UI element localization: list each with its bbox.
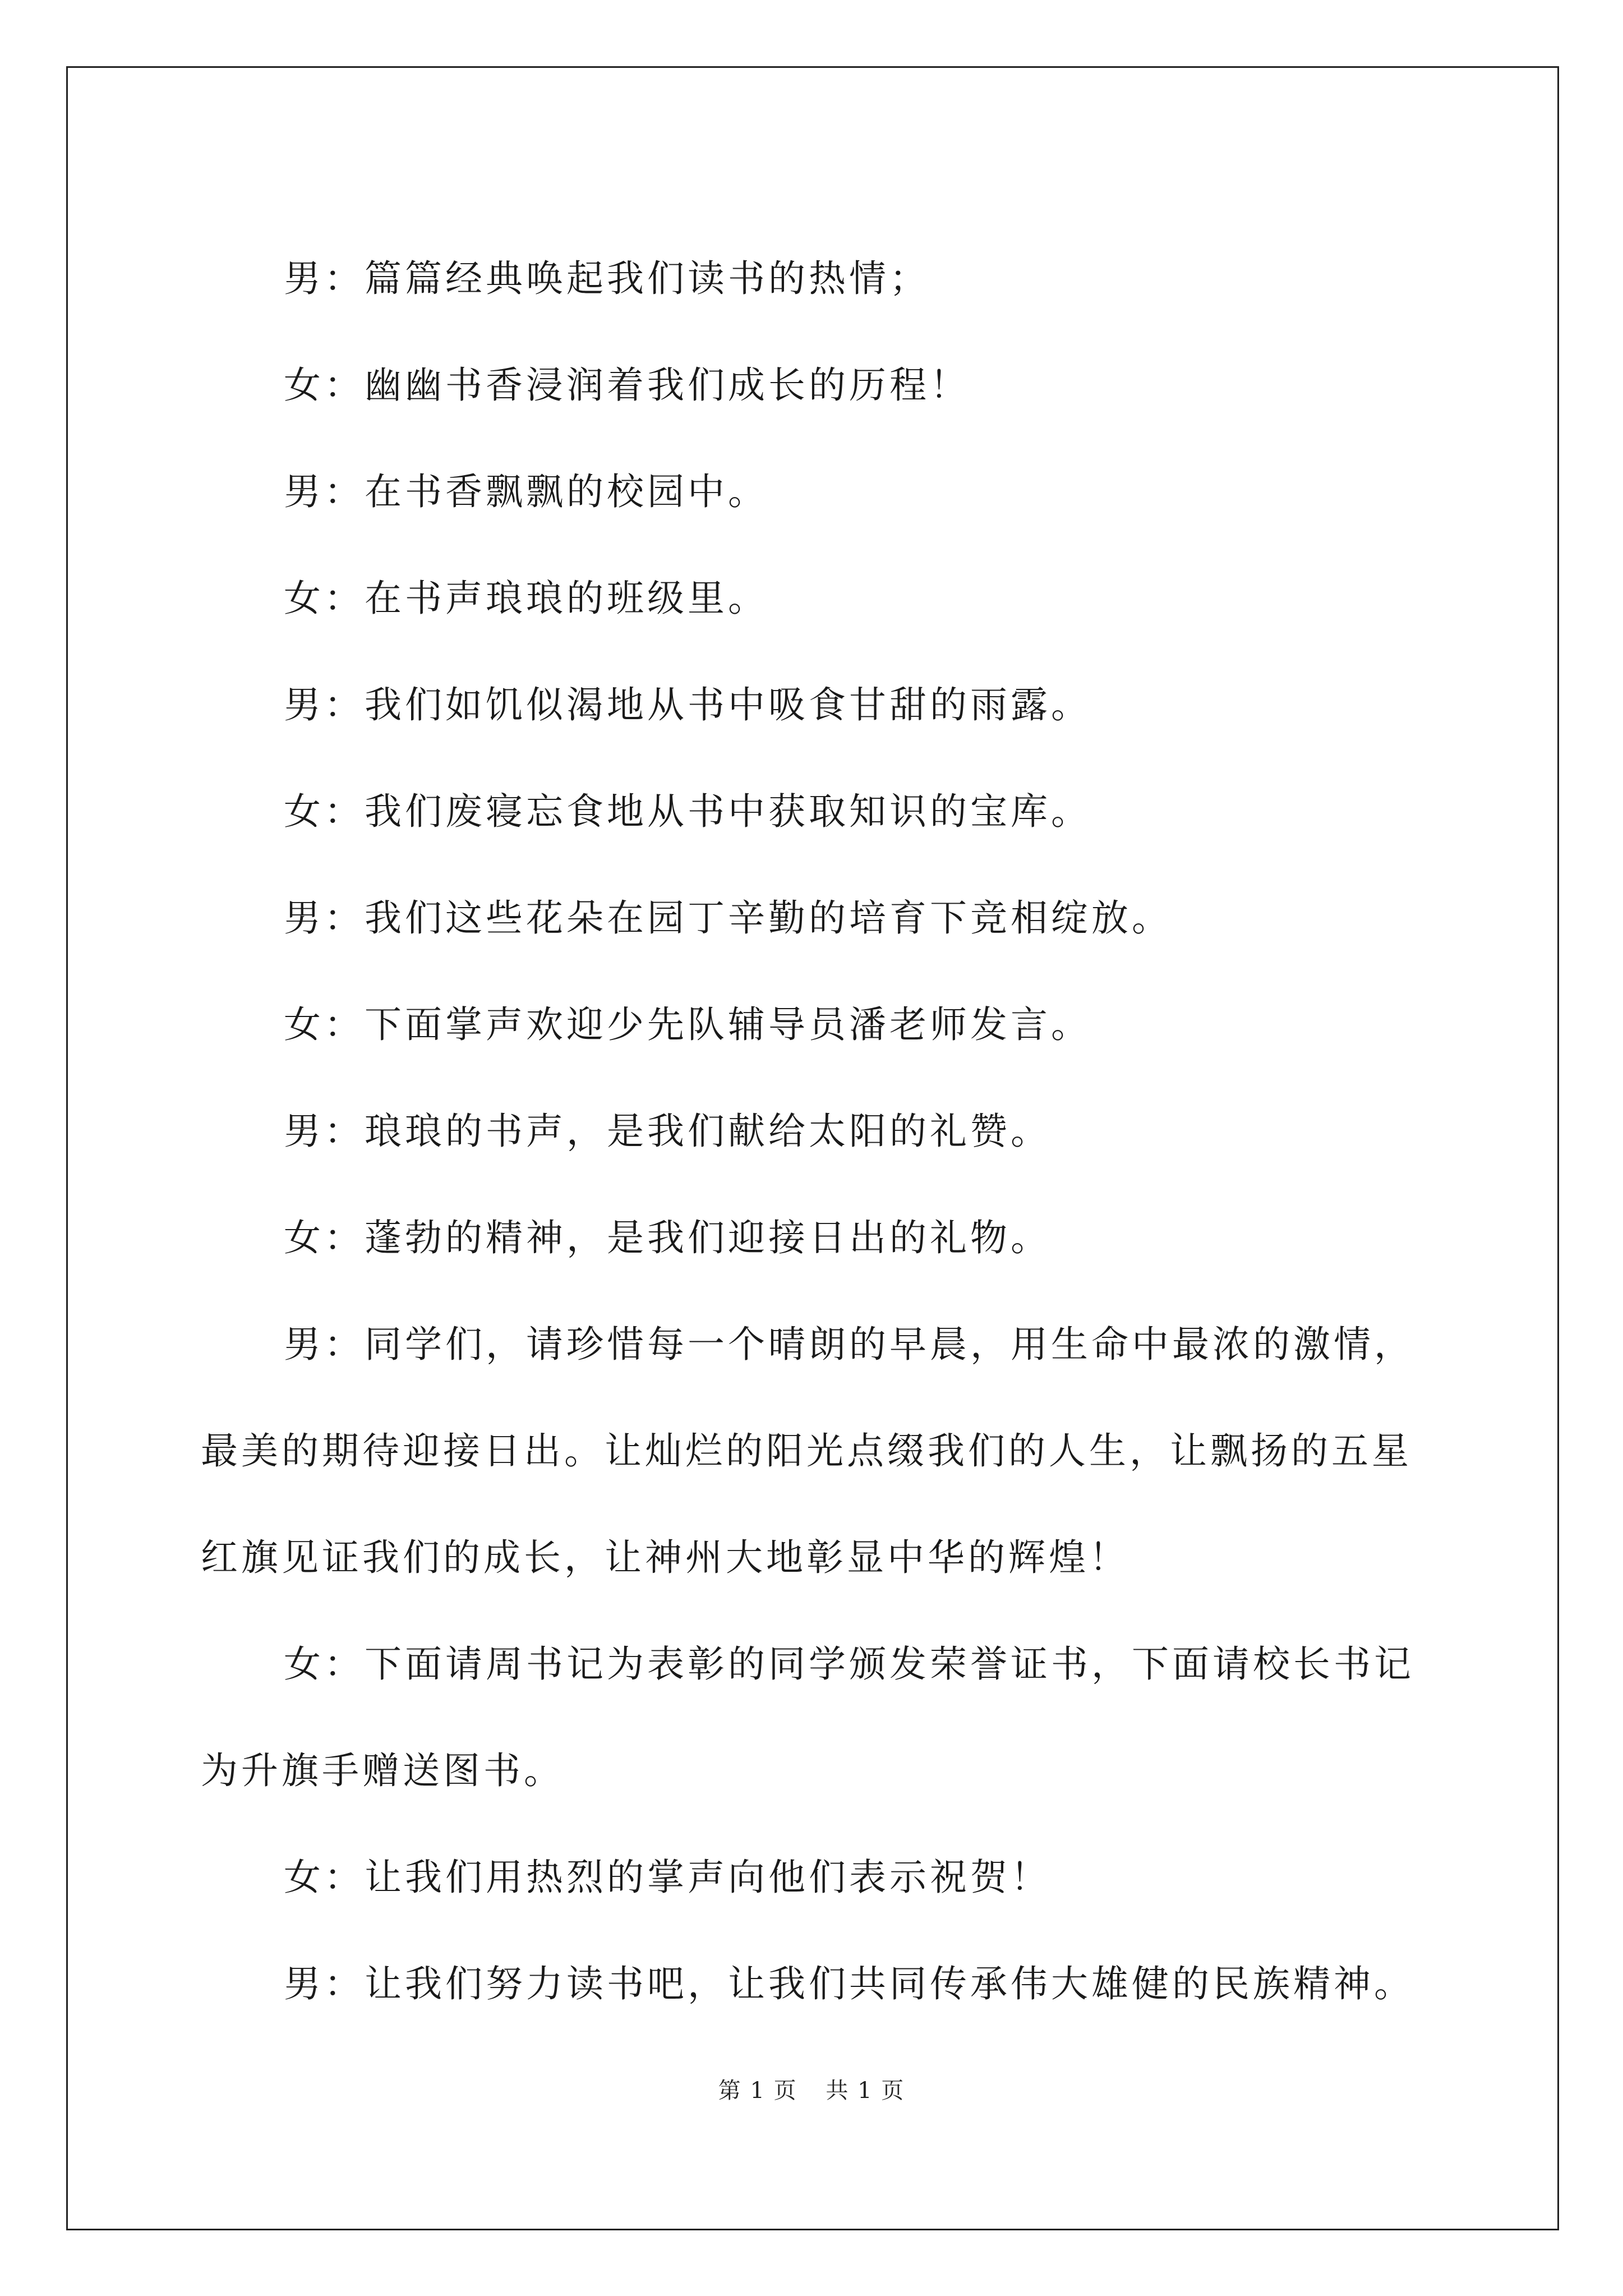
paragraph: 男：我们如饥似渴地从书中吸食甘甜的雨露。 xyxy=(284,683,1091,726)
paragraph: 女：蓬勃的精神，是我们迎接日出的礼物。 xyxy=(284,1216,1051,1259)
document-body xyxy=(201,226,1435,2037)
paragraph: 女：幽幽书香浸润着我们成长的历程！ xyxy=(284,364,970,407)
paragraph: 男：在书香飘飘的校园中。 xyxy=(284,470,768,513)
paragraph: 女：让我们用热烈的掌声向他们表示祝贺！ xyxy=(284,1856,1051,1899)
paragraph: 男：同学们，请珍惜每一个晴朗的早晨，用生命中最浓的激情，最美的期待迎接日出。让灿烂的阳光点缀我们的人生，让飘扬的五星红旗见证我们的成长，让神州大地彰显中华的辉煌！ xyxy=(201,1323,1414,1579)
paragraph: 男：琅琅的书声，是我们献给太阳的礼赞。 xyxy=(284,1110,1051,1153)
page-number: 第 1 页 xyxy=(718,2078,797,2104)
paragraph: 男：篇篇经典唤起我们读书的热情； xyxy=(284,257,930,300)
page-footer xyxy=(0,2073,1623,2105)
paragraph: 女：我们废寝忘食地从书中获取知识的宝库。 xyxy=(284,790,1091,833)
page-total: 共 1 页 xyxy=(826,2078,905,2104)
paragraph: 女：在书声琅琅的班级里。 xyxy=(284,577,768,620)
paragraph: 女：下面请周书记为表彰的同学颁发荣誉证书，下面请校长书记为升旗手赠送图书。 xyxy=(201,1642,1414,1792)
paragraph: 男：我们这些花朵在园丁辛勤的培育下竞相绽放。 xyxy=(284,896,1172,940)
paragraph: 男：让我们努力读书吧，让我们共同传承伟大雄健的民族精神。 xyxy=(284,1962,1414,2005)
paragraph: 女：下面掌声欢迎少先队辅导员潘老师发言。 xyxy=(284,1003,1091,1046)
